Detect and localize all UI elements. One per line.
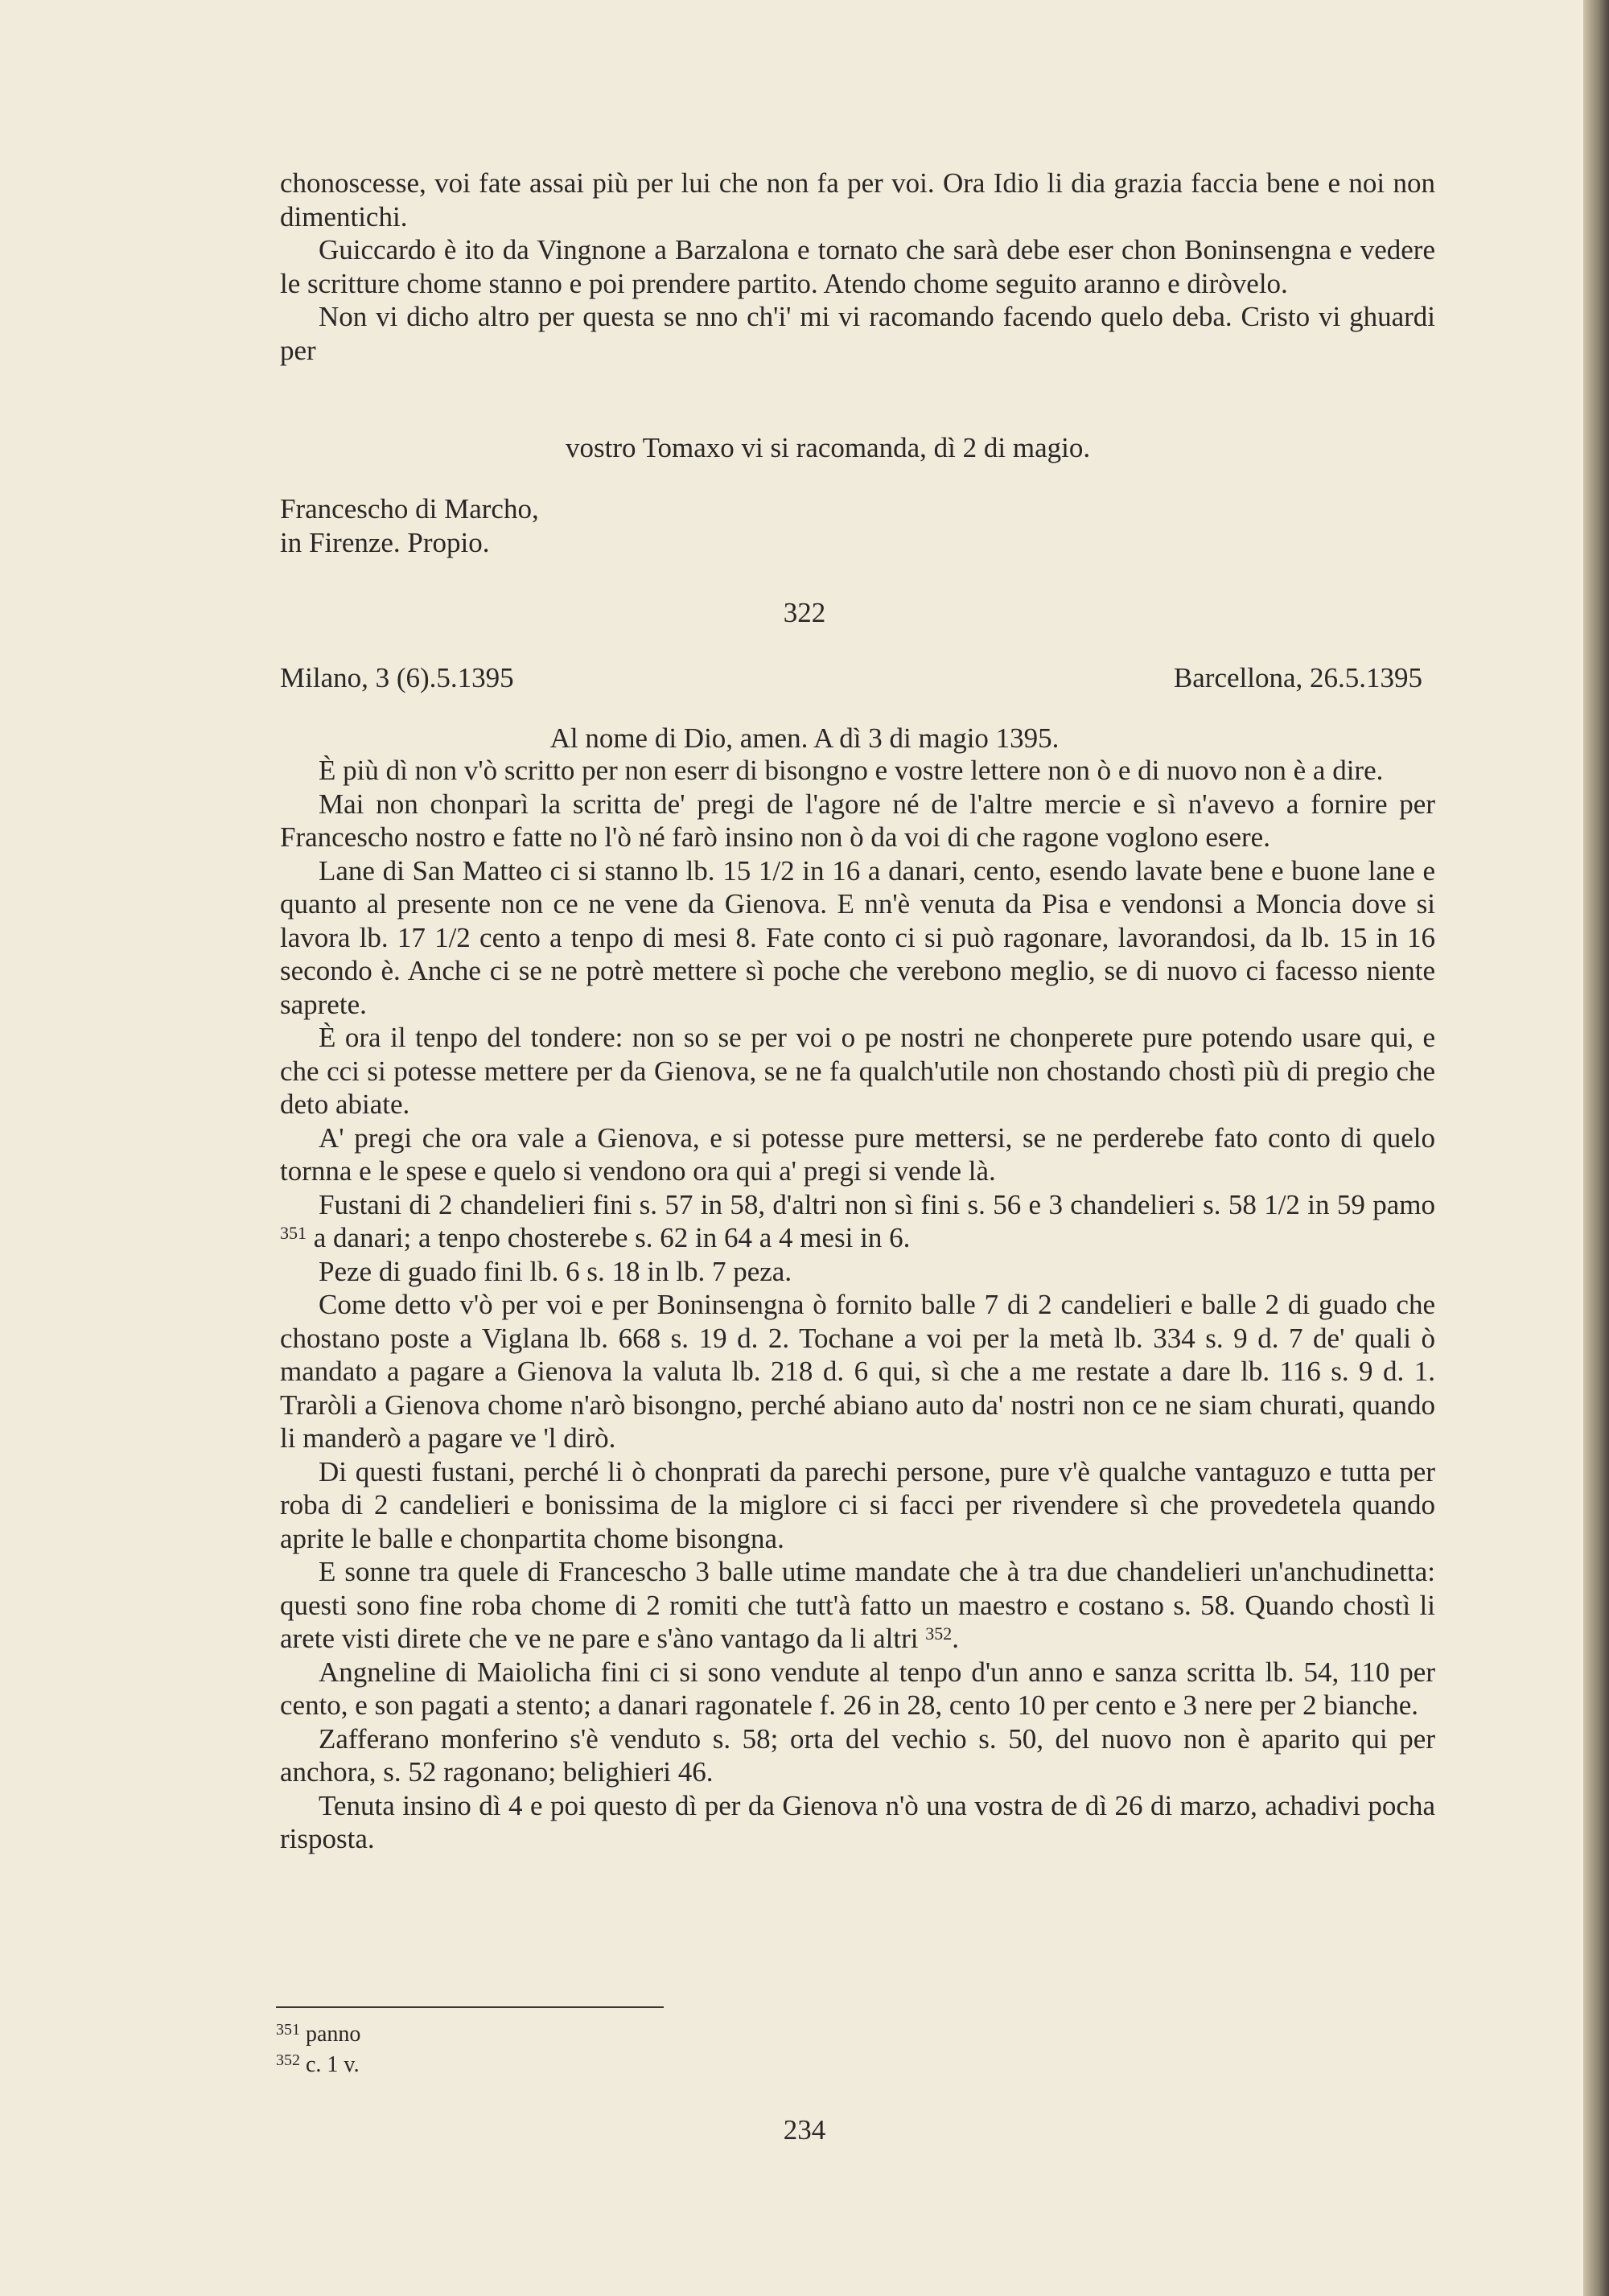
paragraph: Angneline di Maiolicha fini ci si sono vendute al tenpo d'un anno e sanza scritta lb. 54, 110 per cento, e son pagati a stento; a danari ragonatele f. 26 in 28, cento 10 per cento e 3 nere per 2 bianche. xyxy=(280,1656,1435,1721)
paragraph: È più dì non v'ò scritto per non eserr di bisongno e vostre lettere non ò e di nuovo non è a dire. xyxy=(319,755,1384,786)
footnote xyxy=(276,2050,360,2080)
footnote-divider xyxy=(276,2006,664,2008)
address-line: in Firenze. Propio. xyxy=(280,527,490,558)
address-block xyxy=(280,492,539,560)
letter-origin: Milano, 3 (6).5.1395 xyxy=(280,662,514,693)
paragraph-text: a danari; a tenpo chosterebe s. 62 in 64 a 4 mesi in 6. xyxy=(307,1222,911,1253)
paragraph: Guiccardo è ito da Vingnone a Barzalona e tornato che sarà debe eser chon Boninsengna e vedere le scritture chome stanno e poi prendere partito. Atendo chome seguito aranno e diròvelo. xyxy=(280,234,1435,299)
footnote-reference[interactable]: 352 xyxy=(925,1623,953,1644)
paragraph: Come detto v'ò per voi e per Boninsengna ò fornito balle 7 di 2 candelieri e balle 2 di guado che chostano poste a Viglana lb. 668 s. 19 d. 2. Tochane a voi per la metà lb. 334 s. 9 d. 7 de' quali ò mandato a pagare a Gienova la valuta lb. 218 d. 6 qui, sì che a me restate a dare lb. 116 s. 9 d. 1. Traròli a Gienova chome n'arò bisongno, perché abiano auto da' nostri non ce ne siam churati, quando li manderò a pagare ve 'l dirò. xyxy=(280,1289,1435,1454)
letter-closing: vostro Tomaxo vi si racomanda, dì 2 di magio. xyxy=(566,432,1091,463)
footnote-number: 351 xyxy=(276,2021,300,2039)
footnote-text: panno xyxy=(306,2022,361,2047)
paragraph: È ora il tenpo del tondere: non so se per voi o pe nostri ne chonperete pure potendo usare qui, e che cci si potesse mettere per da Gienova, se ne fa qualch'utile non chostando chostì più di pregio che deto abiate. xyxy=(280,1022,1435,1120)
page-number: 234 xyxy=(783,2114,826,2146)
paragraph: chonoscesse, voi fate assai più per lui che non fa per voi. Ora Idio li dia grazia faccia bene e noi non dimentichi. xyxy=(280,167,1435,232)
paragraph: A' pregi che ora vale a Gienova, e si potesse pure mettersi, se ne perderebe fato conto di quelo tornna e le spese e quelo si vendono ora qui a' pregi si vende là. xyxy=(280,1121,1435,1187)
previous-letter-body xyxy=(280,167,1435,367)
paragraph: Mai non chonparì la scritta de' pregi de l'agore né de l'altre mercie e sì n'avevo a fornire per Francescho nostro e fatte no l'ò né farò insino non ò da voi di che ragone voglono esere. xyxy=(280,788,1435,853)
paragraph-fustani xyxy=(280,1188,1435,1255)
paragraph: Di questi fustani, perché li ò chonprati da parechi persone, pure v'è qualche vantaguzo e tutta per roba di 2 candelieri e bonissima de la miglore ci si facci per rivendere sì che provedetela quando aprite le balle e chonpartita chome bisongna. xyxy=(280,1455,1435,1554)
paragraph-text: Fustani di 2 chandelieri fini s. 57 in 58, d'altri non sì fini s. 56 e 3 chandelieri s. 58 1/2 in 59 pamo xyxy=(319,1188,1435,1220)
letter-body xyxy=(280,754,1435,1856)
paragraph: Zafferano monferino s'è venduto s. 58; orta del vechio s. 50, del nuovo non è aparito qui per anchora, s. 52 ragonano; belighieri 46. xyxy=(280,1722,1435,1788)
paragraph-sonne xyxy=(280,1555,1435,1656)
footnote-reference[interactable]: 351 xyxy=(280,1223,307,1243)
address-line: Francescho di Marcho, xyxy=(280,493,539,525)
paragraph-text: . xyxy=(952,1623,959,1654)
footnotes xyxy=(276,2019,360,2080)
letter-heading: Al nome di Dio, amen. A dì 3 di magio 1395. xyxy=(549,722,1060,754)
book-spine-edge xyxy=(1583,0,1609,2296)
letter-number: 322 xyxy=(783,597,826,628)
footnote-text: c. 1 v. xyxy=(306,2052,360,2077)
letter-destination: Barcellona, 26.5.1395 xyxy=(1173,662,1422,693)
paragraph: Tenuta insino dì 4 e poi questo dì per da Gienova n'ò una vostra de dì 26 di marzo, achadivi pocha risposta. xyxy=(280,1789,1435,1854)
footnote xyxy=(276,2019,360,2050)
paragraph-text: E sonne tra quele di Francescho 3 balle utime mandate che à tra due chandelieri un'anchudinetta: questi sono fine roba chome di 2 romiti che tutt'à fatto un maestro e costano s. 58. Quando chostì li arete visti direte che ve ne pare e s'àno vantago da li altri xyxy=(280,1556,1435,1654)
footnote-number: 352 xyxy=(276,2051,300,2069)
paragraph: Peze di guado fini lb. 6 s. 18 in lb. 7 peza. xyxy=(319,1255,792,1287)
paragraph: Lane di San Matteo ci si stanno lb. 15 1/2 in 16 a danari, cento, esendo lavate bene e buone lane e quanto al presente non ce ne vene da Gienova. E nn'è venuta da Pisa e vendonsi a Moncia dove si lavora lb. 17 1/2 cento a tenpo di mesi 8. Fate conto ci si può ragonare, lavorandosi, da lb. 15 in 16 secondo è. Anche ci se ne potrè mettere sì poche che verebono meglio, se di nuovo ci facesso niente saprete. xyxy=(280,854,1435,1020)
paragraph: Non vi dicho altro per questa se nno ch'i' mi vi racomando facendo quelo deba. Cristo vi ghuardi per xyxy=(280,301,1435,366)
